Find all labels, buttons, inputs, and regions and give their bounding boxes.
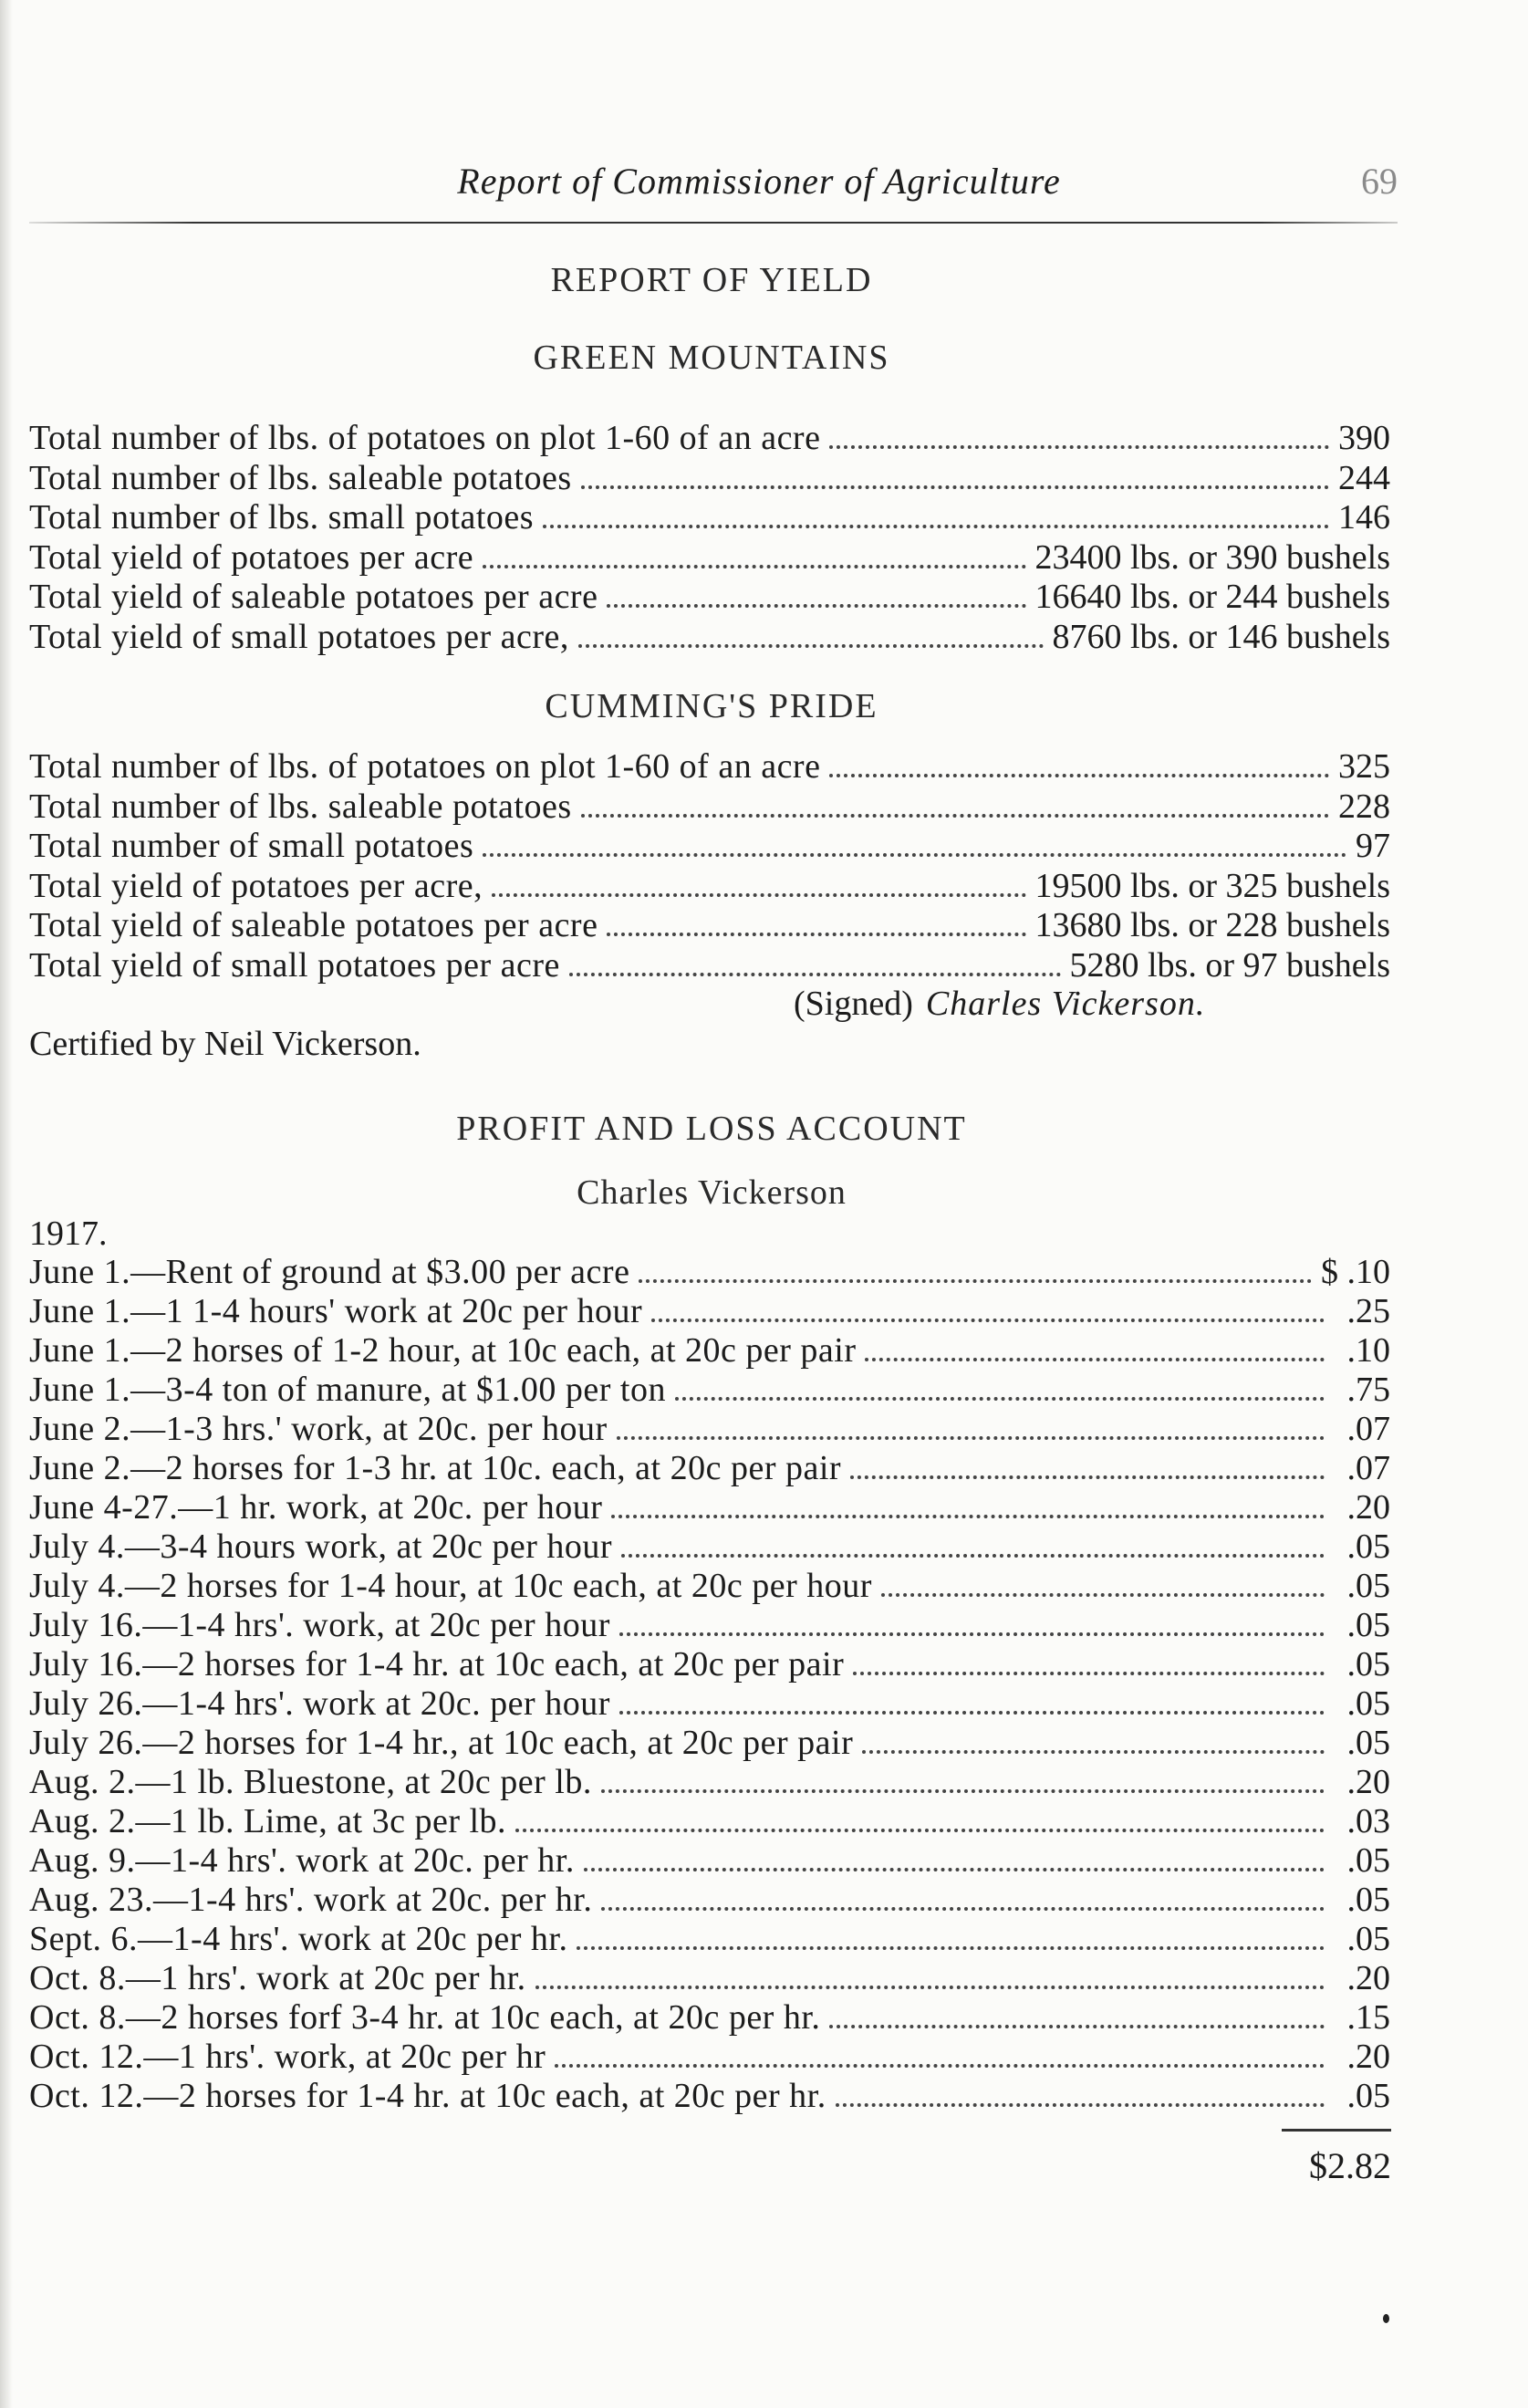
dot-leader <box>829 445 1329 449</box>
row-value: .07 <box>1346 1449 1390 1487</box>
table-row <box>29 537 1390 578</box>
row-label: June 1.—1 1-4 hours' work at 20c per hour <box>29 1292 643 1330</box>
row-label: Oct. 12.—1 hrs'. work, at 20c per hr <box>29 2038 546 2076</box>
table-row <box>29 2076 1390 2116</box>
row-label: June 1.—2 horses of 1-2 hour, at 10c each, at 20c per pair <box>29 1331 857 1370</box>
table-row <box>29 1605 1390 1645</box>
dot-leader <box>515 1829 1325 1832</box>
row-label: Oct. 8.—1 hrs'. work at 20c per hr. <box>29 1959 526 1997</box>
row-label: Total number of lbs. saleable potatoes <box>29 458 572 497</box>
row-label: Oct. 12.—2 horses for 1-4 hr. at 10c each, at 20c per hr. <box>29 2077 826 2115</box>
table-row <box>29 1370 1390 1410</box>
table-row <box>29 617 1390 657</box>
row-value: .25 <box>1346 1292 1390 1330</box>
row-value: $ .10 <box>1321 1253 1390 1291</box>
signature-line <box>794 984 1205 1024</box>
ink-speck <box>1383 2314 1389 2323</box>
row-label: Total number of small potatoes <box>29 827 474 865</box>
dot-leader <box>862 1750 1325 1754</box>
row-label: July 4.—2 horses for 1-4 hour, at 10c each, at 20c per hour <box>29 1567 872 1605</box>
row-label: Total yield of potatoes per acre <box>29 537 474 577</box>
row-value: .07 <box>1346 1410 1390 1448</box>
table-row <box>29 1409 1390 1449</box>
row-value: 244 <box>1338 458 1390 497</box>
table-row <box>29 1448 1390 1488</box>
row-value: .05 <box>1346 1606 1390 1644</box>
dot-leader <box>865 1358 1325 1361</box>
dot-leader <box>483 853 1346 857</box>
dot-leader <box>492 893 1025 897</box>
table-row <box>29 1801 1390 1841</box>
table-row <box>29 1762 1390 1802</box>
table-row <box>29 1919 1390 1959</box>
dot-leader <box>601 1789 1325 1793</box>
table-row <box>29 787 1390 827</box>
dot-leader <box>543 525 1329 528</box>
row-value: 8760 lbs. or 146 bushels <box>1052 617 1390 656</box>
row-value: .05 <box>1346 1567 1390 1605</box>
table-row <box>29 866 1390 906</box>
table-row <box>29 1330 1390 1371</box>
row-value: .10 <box>1346 1331 1390 1370</box>
dot-leader <box>577 1946 1325 1950</box>
dot-leader <box>675 1397 1325 1401</box>
table-row <box>29 1723 1390 1763</box>
signature-name: Charles Vickerson. <box>925 985 1206 1023</box>
table-row <box>29 945 1390 985</box>
row-value: 325 <box>1338 747 1390 786</box>
table-row <box>29 2037 1390 2077</box>
row-value: .05 <box>1346 1724 1390 1762</box>
dot-leader <box>853 1672 1325 1675</box>
row-value: 228 <box>1338 787 1390 826</box>
table-row <box>29 1684 1390 1724</box>
dot-leader <box>619 1711 1325 1715</box>
row-value: 19500 lbs. or 325 bushels <box>1034 866 1390 905</box>
account-total: $2.82 <box>1309 2145 1391 2186</box>
row-value: .03 <box>1346 1802 1390 1840</box>
row-label: Total yield of small potatoes per acre, <box>29 617 569 656</box>
row-label: Total yield of potatoes per acre, <box>29 866 483 905</box>
table-row <box>29 1644 1390 1684</box>
dot-leader <box>555 2064 1325 2068</box>
table-row <box>29 1997 1390 2038</box>
row-label: Aug. 23.—1-4 hrs'. work at 20c. per hr. <box>29 1881 593 1919</box>
row-value: .05 <box>1346 2077 1390 2115</box>
row-label: June 2.—2 horses for 1-3 hr. at 10c. each, at 20c per pair <box>29 1449 842 1487</box>
header-rule <box>29 222 1398 224</box>
section-heading-profit-loss: PROFIT AND LOSS ACCOUNT <box>456 1110 967 1148</box>
row-value: .05 <box>1346 1527 1390 1566</box>
row-label: Total yield of small potatoes per acre <box>29 945 560 985</box>
dot-leader <box>569 973 1061 976</box>
row-value: .05 <box>1346 1645 1390 1684</box>
dot-leader <box>607 604 1025 608</box>
row-label: Total yield of saleable potatoes per acre <box>29 578 598 616</box>
row-label: Total yield of saleable potatoes per acre <box>29 906 598 944</box>
dot-leader <box>639 1279 1312 1283</box>
row-label: Aug. 9.—1-4 hrs'. work at 20c. per hr. <box>29 1841 575 1880</box>
dot-leader <box>881 1593 1325 1597</box>
account-year: 1917. <box>29 1214 108 1253</box>
dot-leader <box>850 1475 1325 1479</box>
dot-leader <box>581 485 1329 489</box>
dot-leader <box>611 1515 1325 1518</box>
row-value: 16640 lbs. or 244 bushels <box>1034 578 1390 616</box>
row-value: .20 <box>1346 1959 1390 1997</box>
dot-leader <box>584 1868 1325 1871</box>
certified-line: Certified by Neil Vickerson. <box>29 1025 421 1063</box>
row-value: .05 <box>1346 1920 1390 1958</box>
dot-leader <box>535 1986 1325 1989</box>
dot-leader <box>581 814 1329 818</box>
table-row <box>29 458 1390 498</box>
running-header <box>29 160 1398 214</box>
dot-leader <box>607 933 1025 936</box>
row-label: July 26.—2 horses for 1-4 hr., at 10c each, at 20c per pair <box>29 1724 854 1762</box>
row-value: 97 <box>1356 827 1390 865</box>
row-value: .20 <box>1346 1763 1390 1801</box>
dot-leader <box>651 1319 1325 1322</box>
table-row <box>29 418 1390 458</box>
section-heading-cummings-pride: CUMMING'S PRIDE <box>545 687 878 725</box>
row-label: June 1.—3-4 ton of manure, at $1.00 per ton <box>29 1371 666 1409</box>
row-label: Total number of lbs. saleable potatoes <box>29 787 572 826</box>
section-heading-green-mountains: GREEN MOUNTAINS <box>533 339 890 377</box>
table-row <box>29 905 1390 945</box>
report-title: REPORT OF YIELD <box>550 261 873 299</box>
row-label: June 1.—Rent of ground at $3.00 per acre <box>29 1253 630 1291</box>
dot-leader <box>621 1554 1325 1558</box>
row-value: 390 <box>1338 419 1390 457</box>
page-number: 69 <box>1361 161 1398 202</box>
row-value: .20 <box>1346 1488 1390 1527</box>
row-label: Aug. 2.—1 lb. Bluestone, at 20c per lb. <box>29 1763 592 1801</box>
table-row <box>29 746 1390 787</box>
row-value: .05 <box>1346 1881 1390 1919</box>
row-label: Aug. 2.—1 lb. Lime, at 3c per lb. <box>29 1802 507 1840</box>
row-value: .05 <box>1346 1841 1390 1880</box>
row-value: 146 <box>1338 498 1390 537</box>
row-label: July 16.—2 horses for 1-4 hr. at 10c each, at 20c per pair <box>29 1645 845 1684</box>
row-label: Total number of lbs. small potatoes <box>29 498 535 537</box>
table-row <box>29 577 1390 617</box>
table-row <box>29 1487 1390 1527</box>
dot-leader <box>578 644 1044 648</box>
dot-leader <box>617 1436 1325 1440</box>
table-row <box>29 1527 1390 1567</box>
dot-leader <box>483 565 1025 568</box>
row-label: July 26.—1-4 hrs'. work at 20c. per hour <box>29 1684 610 1723</box>
table-row <box>29 1958 1390 1998</box>
table-row <box>29 1291 1390 1331</box>
table-row <box>29 497 1390 537</box>
row-label: Total number of lbs. of potatoes on plot 1-60 of an acre <box>29 747 821 786</box>
table-row <box>29 1880 1390 1920</box>
row-value: .20 <box>1346 2038 1390 2076</box>
row-label: July 16.—1-4 hrs'. work, at 20c per hour <box>29 1606 610 1644</box>
profit-loss-subheading: Charles Vickerson <box>577 1173 847 1212</box>
row-value: 23400 lbs. or 390 bushels <box>1034 537 1390 577</box>
table-row <box>29 826 1390 866</box>
row-label: July 4.—3-4 hours work, at 20c per hour <box>29 1527 613 1566</box>
row-label: Sept. 6.—1-4 hrs'. work at 20c per hr. <box>29 1920 568 1958</box>
running-header-title: Report of Commissioner of Agriculture <box>457 161 1061 202</box>
row-label: Oct. 8.—2 horses forf 3-4 hr. at 10c each, at 20c per hr. <box>29 1998 821 2037</box>
dot-leader <box>619 1632 1325 1636</box>
row-value: 5280 lbs. or 97 bushels <box>1069 945 1390 985</box>
row-label: June 4-27.—1 hr. work, at 20c. per hour <box>29 1488 603 1527</box>
total-rule <box>1282 2129 1391 2132</box>
row-value: .75 <box>1346 1371 1390 1409</box>
table-row <box>29 1840 1390 1881</box>
dot-leader <box>829 774 1329 777</box>
dot-leader <box>836 2103 1325 2107</box>
row-value: .15 <box>1346 1998 1390 2037</box>
table-row <box>29 1252 1390 1292</box>
dot-leader <box>829 2025 1325 2028</box>
signature-prefix: (Signed) <box>794 985 913 1023</box>
dot-leader <box>601 1907 1325 1911</box>
table-row <box>29 1566 1390 1606</box>
row-label: June 2.—1-3 hrs.' work, at 20c. per hour <box>29 1410 608 1448</box>
row-label: Total number of lbs. of potatoes on plot 1-60 of an acre <box>29 419 821 457</box>
row-value: 13680 lbs. or 228 bushels <box>1034 906 1390 944</box>
row-value: .05 <box>1346 1684 1390 1723</box>
